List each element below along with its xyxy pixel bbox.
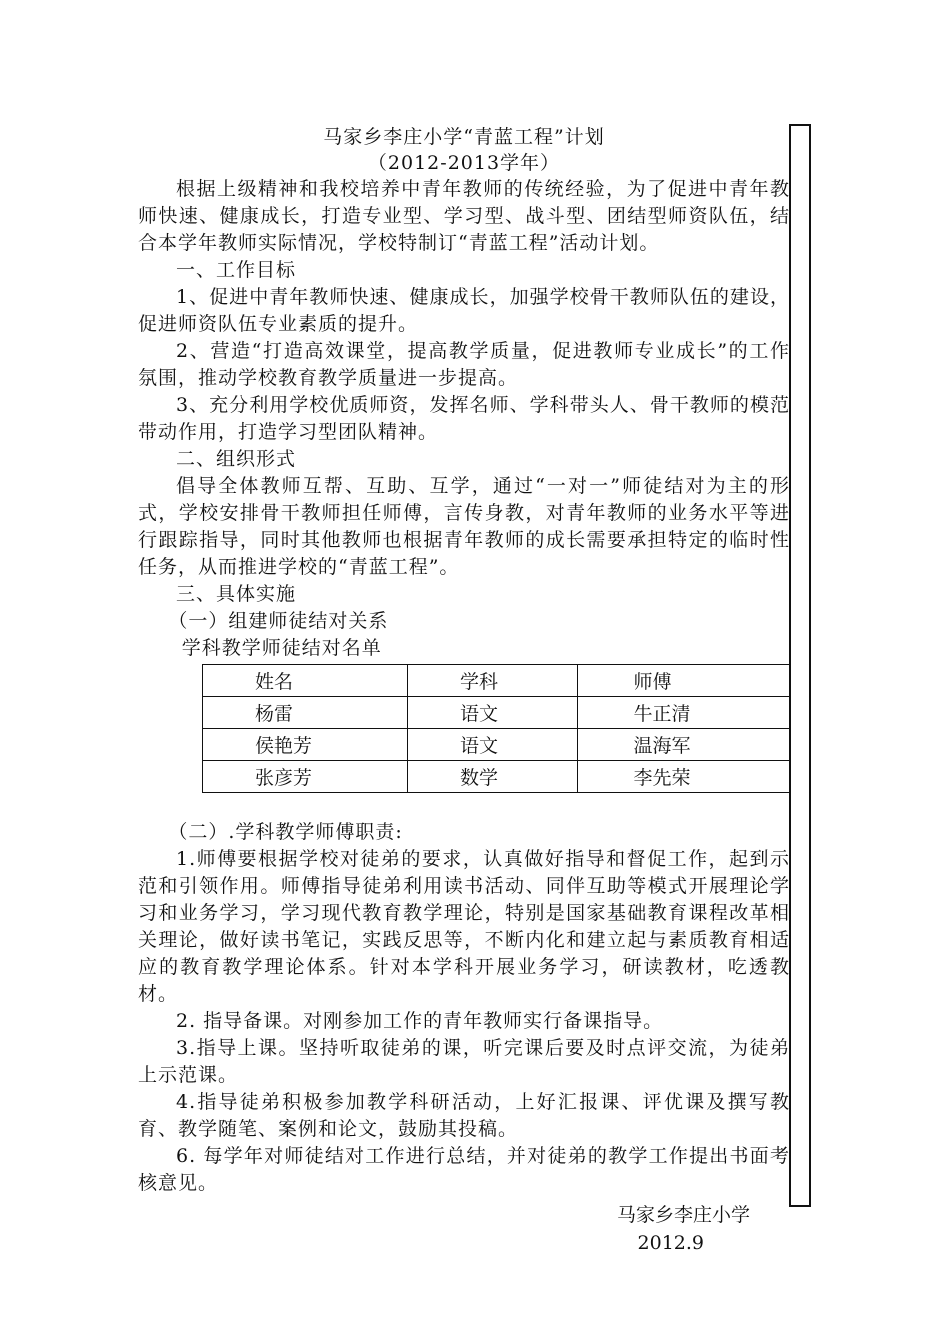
section-heading-implementation: 三、具体实施 xyxy=(176,583,297,605)
column-header-subject: 学科 xyxy=(407,665,577,697)
section-heading-goals: 一、工作目标 xyxy=(176,259,297,281)
column-header-mentor: 师傅 xyxy=(577,665,789,697)
intro-paragraph: 根据上级精神和我校培养中青年教师的传统经验，为了促进中青年教师快速、健康成长，打造专业型、学习型、战斗型、团结型师资队伍，结合本学年教师实际情况，学校特制订“青蓝工程”活动计划。 xyxy=(138,178,790,254)
document-title: 马家乡李庄小学“青蓝工程”计划 xyxy=(323,126,605,148)
cell-mentor: 牛正清 xyxy=(577,697,789,729)
table-header-row xyxy=(203,665,790,697)
table-caption: 学科教学师徒结对名单 xyxy=(181,637,382,659)
cell-subject: 语文 xyxy=(407,697,577,729)
page-border-bar xyxy=(789,124,811,1207)
duty-item: 3.指导上课。坚持听取徒弟的课，听完课后要及时点评交流，为徒弟上示范课。 xyxy=(138,1037,790,1086)
table-row xyxy=(203,729,790,761)
mentor-pairing-table xyxy=(202,664,790,793)
school-signature: 马家乡李庄小学 xyxy=(616,1204,750,1226)
duty-item: 1.师傅要根据学校对徒弟的要求，认真做好指导和督促工作，起到示范和引领作用。师傅指导徒弟利用读书活动、同伴互助等模式开展理论学习和业务学习，学习现代教育教学理论，特别是国家基础教育课程改革相关理论，做好读书笔记，实践反思等，不断内化和建立起与素质教育相适应的教育教学理论体系。针对本学科开展业务学习，研读教材，吃透教材。 xyxy=(138,848,790,1005)
subsection-heading-pairing: （一）组建师徒结对关系 xyxy=(168,610,389,632)
spacer xyxy=(138,793,790,819)
cell-mentor: 李先荣 xyxy=(577,761,789,793)
duty-item: 4.指导徒弟积极参加教学科研活动，上好汇报课、评优课及撰写教育、教学随笔、案例和论文，鼓励其投稿。 xyxy=(138,1091,790,1140)
column-header-name: 姓名 xyxy=(203,665,408,697)
cell-subject: 语文 xyxy=(407,729,577,761)
document-body xyxy=(138,124,790,1257)
section-heading-organization: 二、组织形式 xyxy=(176,448,297,470)
document-subtitle: （2012-2013学年） xyxy=(367,152,561,174)
cell-name: 杨雷 xyxy=(203,697,408,729)
cell-name: 侯艳芳 xyxy=(203,729,408,761)
subsection-heading-duties: （二）.学科教学师傅职责: xyxy=(168,821,403,843)
organization-paragraph: 倡导全体教师互帮、互助、互学，通过“一对一”师徒结对为主的形式，学校安排骨干教师担任师傅，言传身教，对青年教师的业务水平等进行跟踪指导，同时其他教师也根据青年教师的成长需要承担特定的临时性任务，从而推进学校的“青蓝工程”。 xyxy=(138,475,790,578)
duty-item: 2. 指导备课。对刚参加工作的青年教师实行备课指导。 xyxy=(176,1010,664,1032)
goal-item: 2、营造“打造高效课堂，提高教学质量，促进教师专业成长”的工作氛围，推动学校教育教学质量进一步提高。 xyxy=(138,340,790,389)
goal-item: 3、充分利用学校优质师资，发挥名师、学科带头人、骨干教师的模范带动作用，打造学习型团队精神。 xyxy=(138,394,790,443)
document-date: 2012.9 xyxy=(637,1232,704,1254)
duty-item: 6. 每学年对师徒结对工作进行总结，并对徒弟的教学工作提出书面考核意见。 xyxy=(138,1145,790,1194)
cell-name: 张彦芳 xyxy=(203,761,408,793)
cell-subject: 数学 xyxy=(407,761,577,793)
pairing-table-wrapper xyxy=(202,664,792,793)
table-row xyxy=(203,697,790,729)
cell-mentor: 温海军 xyxy=(577,729,789,761)
goal-item: 1、促进中青年教师快速、健康成长，加强学校骨干教师队伍的建设，促进师资队伍专业素质的提升。 xyxy=(138,286,790,335)
table-row xyxy=(203,761,790,793)
